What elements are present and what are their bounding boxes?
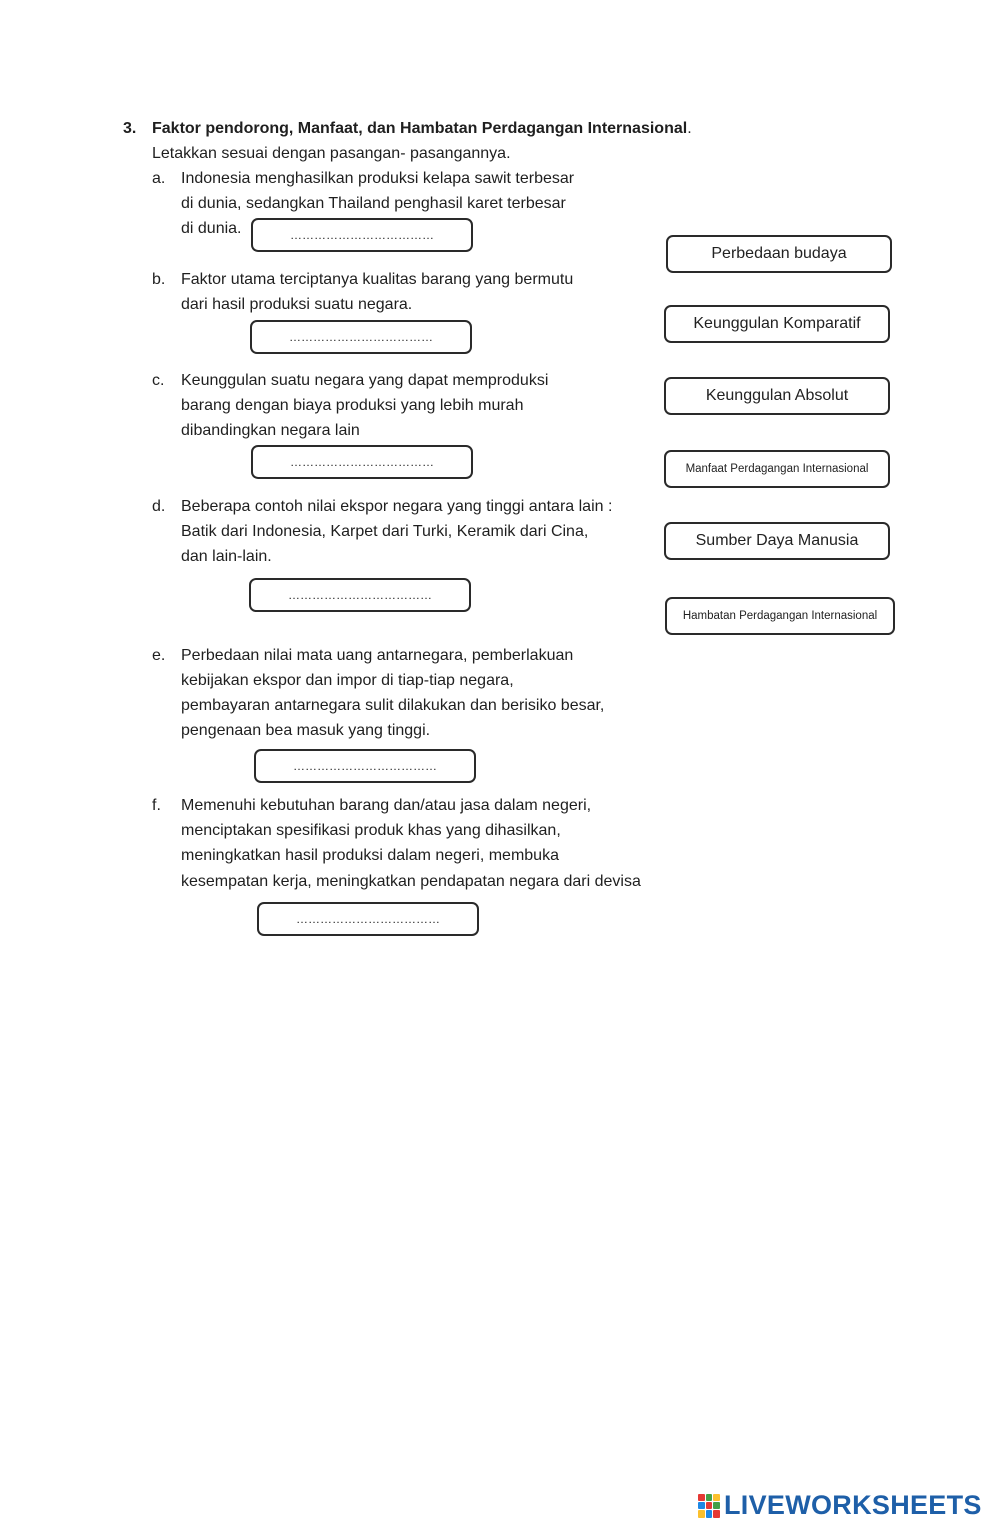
item-d-line-3: dan lain-lain.	[181, 548, 272, 565]
option-perbedaan-budaya[interactable]: Perbedaan budaya	[666, 235, 892, 273]
answer-box-d[interactable]: ………………………………	[249, 578, 471, 612]
item-a-line-3: di dunia.	[181, 220, 242, 237]
answer-box-f[interactable]: ………………………………	[257, 902, 479, 936]
option-hambatan-perdagangan[interactable]: Hambatan Perdagangan Internasional	[665, 597, 895, 635]
item-letter-f: f.	[152, 797, 161, 814]
item-f-line-4: kesempatan kerja, meningkatkan pendapatan negara dari devisa	[181, 873, 641, 890]
question-title: Faktor pendorong, Manfaat, dan Hambatan Perdagangan Internasional	[152, 120, 688, 137]
option-keunggulan-komparatif[interactable]: Keunggulan Komparatif	[664, 305, 890, 343]
item-e-line-2: kebijakan ekspor dan impor di tiap-tiap negara,	[181, 672, 514, 689]
item-e-line-4: pengenaan bea masuk yang tinggi.	[181, 722, 431, 739]
liveworksheets-logo-icon	[698, 1494, 720, 1518]
item-f-line-2: menciptakan spesifikasi produk khas yang dihasilkan,	[181, 822, 561, 839]
item-d-line-1: Beberapa contoh nilai ekspor negara yang tinggi antara lain :	[181, 498, 613, 515]
item-b-line-2: dari hasil produksi suatu negara.	[181, 296, 413, 313]
answer-box-a[interactable]: ………………………………	[251, 218, 473, 252]
answer-box-b[interactable]: ………………………………	[250, 320, 472, 354]
item-a-line-2: di dunia, sedangkan Thailand penghasil karet terbesar	[181, 195, 566, 212]
answer-box-c[interactable]: ………………………………	[251, 445, 473, 479]
liveworksheets-logo-text: LIVEWORKSHEETS	[724, 1490, 982, 1520]
option-keunggulan-absolut[interactable]: Keunggulan Absolut	[664, 377, 890, 415]
option-manfaat-perdagangan[interactable]: Manfaat Perdagangan Internasional	[664, 450, 890, 488]
liveworksheets-logo	[698, 1490, 982, 1521]
item-f-line-3: meningkatkan hasil produksi dalam negeri, membuka	[181, 847, 559, 864]
answer-box-e[interactable]: ………………………………	[254, 749, 476, 783]
item-letter-c: c.	[152, 372, 165, 389]
item-letter-e: e.	[152, 647, 166, 664]
item-b-line-1: Faktor utama terciptanya kualitas barang yang bermutu	[181, 271, 574, 288]
question-title-line	[152, 116, 692, 141]
item-e-line-1: Perbedaan nilai mata uang antarnegara, pemberlakuan	[181, 647, 574, 664]
item-d-line-2: Batik dari Indonesia, Karpet dari Turki, Keramik dari Cina,	[181, 523, 589, 540]
item-letter-d: d.	[152, 498, 166, 515]
question-instruction: Letakkan sesuai dengan pasangan- pasangannya.	[152, 145, 511, 162]
item-c-line-1: Keunggulan suatu negara yang dapat memproduksi	[181, 372, 549, 389]
question-number: 3.	[123, 120, 137, 137]
question-title-period: .	[687, 120, 692, 137]
option-sumber-daya-manusia[interactable]: Sumber Daya Manusia	[664, 522, 890, 560]
item-letter-b: b.	[152, 271, 166, 288]
item-e-line-3: pembayaran antarnegara sulit dilakukan dan berisiko besar,	[181, 697, 605, 714]
item-c-line-3: dibandingkan negara lain	[181, 422, 360, 439]
item-c-line-2: barang dengan biaya produksi yang lebih murah	[181, 397, 524, 414]
item-letter-a: a.	[152, 170, 166, 187]
item-a-line-1: Indonesia menghasilkan produksi kelapa sawit terbesar	[181, 170, 575, 187]
item-f-line-1: Memenuhi kebutuhan barang dan/atau jasa dalam negeri,	[181, 797, 592, 814]
